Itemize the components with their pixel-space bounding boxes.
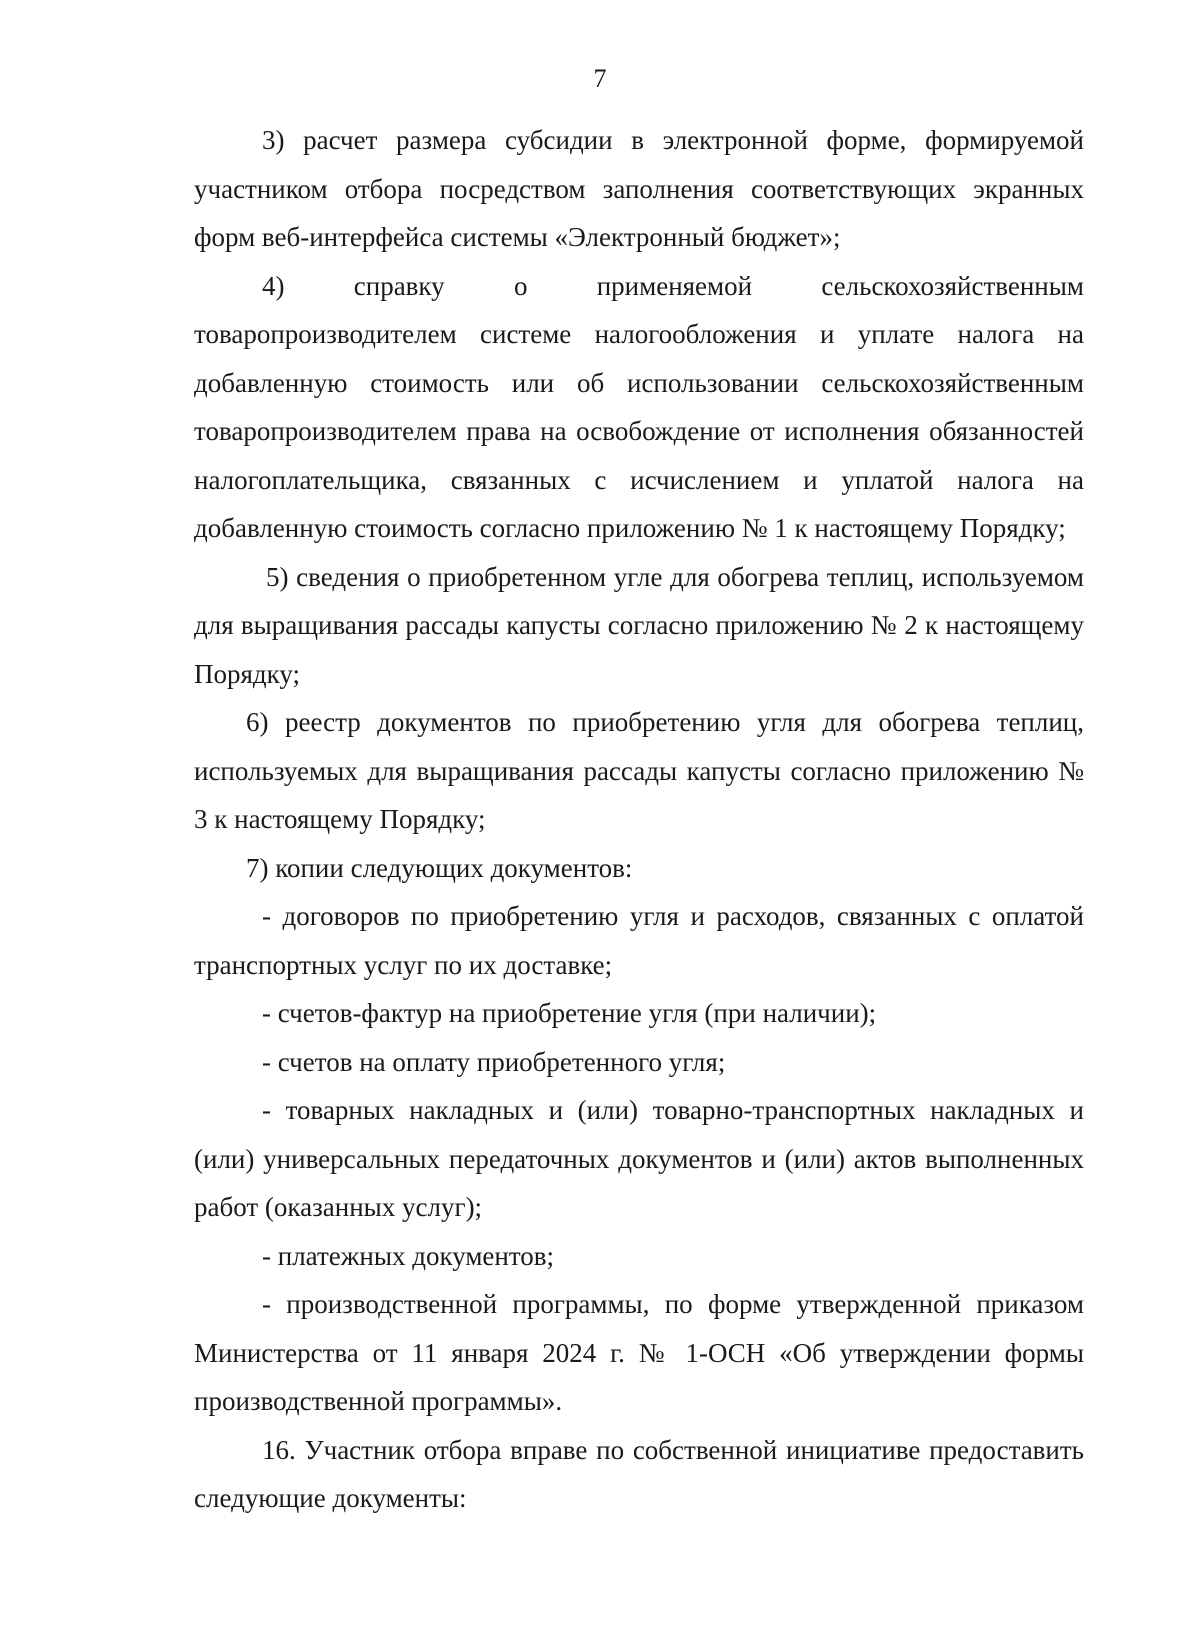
paragraph-item-7: 7) копии следующих документов:	[246, 852, 633, 883]
paragraph-item-6: 6) реестр документов по приобретению угля для обогрева теплиц, используемых для выращивания рассады капусты согласно приложению № 3 к настоящему Порядку;	[194, 707, 1084, 834]
paragraph-section-16: 16. Участник отбора вправе по собственной инициативе предоставить следующие документы:	[194, 1434, 1084, 1513]
list-item-contracts: - договоров по приобретению угля и расходов, связанных с оплатой транспортных услуг по их доставке;	[194, 901, 1084, 980]
page-number: 7	[593, 64, 607, 93]
list-item-waybills: - товарных накладных и (или) товарно-транспортных накладных и (или) универсальных передаточных документов и (или) актов выполненных работ (оказанных услуг);	[194, 1095, 1084, 1222]
list-item-production-program: - производственной программы, по форме утвержденной приказом Министерства от 11 января 2024 г. № 1-ОСН «Об утверждении формы производственной программы».	[194, 1289, 1084, 1416]
document-body	[194, 116, 1084, 1523]
list-item-invoices: - счетов-фактур на приобретение угля (при наличии);	[262, 998, 877, 1028]
paragraph-item-4: 4) справку о применяемой сельскохозяйственным товаропроизводителем системе налогообложения и уплате налога на добавленную стоимость или об использовании сельскохозяйственным товаропроизводителем права на освобождение от исполнения обязанностей налогоплательщика, связанных с исчислением и уплатой налога на добавленную стоимость согласно приложению № 1 к настоящему Порядку;	[194, 270, 1084, 543]
list-item-payment-bills: - счетов на оплату приобретенного угля;	[262, 1046, 726, 1077]
paragraph-item-3: 3) расчет размера субсидии в электронной форме, формируемой участником отбора посредством заполнения соответствующих экранных форм веб-интерфейса системы «Электронный бюджет»;	[194, 125, 1084, 252]
paragraph-item-5: 5) сведения о приобретенном угле для обогрева теплиц, используемом для выращивания рассады капусты согласно приложению № 2 к настоящему Порядку;	[194, 561, 1084, 689]
list-item-payment-documents: - платежных документов;	[262, 1240, 555, 1271]
